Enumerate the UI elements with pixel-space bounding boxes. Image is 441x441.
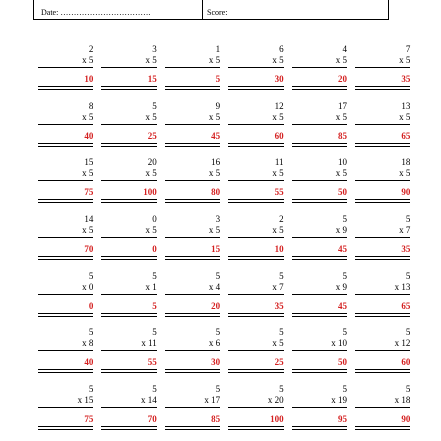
- answer-rule: [228, 67, 283, 68]
- problem-34: [228, 327, 291, 384]
- answer-rule: [228, 124, 283, 125]
- multiplicand: 5: [279, 384, 284, 395]
- underline-top: [355, 369, 410, 370]
- problem-18: [355, 157, 418, 214]
- multiplier: x 5: [145, 111, 157, 122]
- multiplier: x 10: [331, 338, 347, 349]
- answer: 70: [147, 414, 157, 425]
- answer: 45: [211, 130, 221, 141]
- answer: 20: [337, 74, 347, 84]
- date-label: Date: …………………………….: [41, 8, 151, 17]
- answer: 100: [143, 187, 157, 198]
- multiplicand: 7: [405, 44, 411, 54]
- underline-bottom: [38, 146, 93, 147]
- multiplier: x 11: [141, 338, 157, 349]
- underline-top: [228, 256, 283, 257]
- underline-top: [355, 199, 410, 200]
- multiplier: x 1: [145, 281, 157, 292]
- underline-top: [355, 313, 410, 314]
- answer-rule: [228, 350, 283, 351]
- problem-grid: [38, 44, 418, 441]
- multiplicand: 18: [401, 157, 411, 168]
- underline-bottom: [355, 316, 410, 317]
- multiplier: x 4: [208, 281, 221, 292]
- multiplicand: 14: [84, 214, 94, 225]
- multiplicand: 5: [342, 327, 347, 338]
- multiplicand: 13: [401, 100, 411, 111]
- answer-rule: [228, 407, 283, 408]
- multiplicand: 2: [279, 214, 284, 225]
- underline-top: [165, 369, 220, 370]
- multiplier: x 19: [331, 395, 347, 406]
- multiplier: x 17: [204, 395, 221, 406]
- underline-top: [38, 256, 93, 257]
- underline-top: [355, 256, 410, 257]
- problem-21: [165, 214, 228, 271]
- multiplicand: 5: [342, 270, 347, 281]
- multiplier: x 5: [208, 111, 221, 122]
- answer-rule: [101, 350, 156, 351]
- answer: 20: [211, 300, 221, 311]
- answer-rule: [355, 124, 410, 125]
- underline-bottom: [165, 259, 220, 260]
- answer: 60: [401, 357, 411, 368]
- answer-rule: [101, 237, 156, 238]
- underline-bottom: [38, 429, 93, 430]
- answer-rule: [292, 237, 347, 238]
- answer: 40: [84, 130, 94, 141]
- multiplicand: 5: [88, 327, 94, 338]
- problem-1: [38, 44, 101, 101]
- multiplicand: 5: [88, 384, 94, 395]
- multiplicand: 3: [215, 214, 221, 225]
- multiplier: x 8: [82, 338, 94, 349]
- problem-22: [228, 214, 291, 271]
- answer: 35: [401, 74, 411, 84]
- multiplier: x 15: [77, 395, 94, 406]
- multiplicand: 5: [152, 327, 157, 338]
- multiplicand: 5: [152, 270, 157, 281]
- answer-rule: [355, 180, 410, 181]
- underline-top: [165, 143, 220, 144]
- underline-bottom: [165, 89, 220, 90]
- underline-bottom: [165, 146, 220, 147]
- underline-bottom: [165, 429, 220, 430]
- answer-rule: [38, 237, 93, 238]
- problem-17: [292, 157, 355, 214]
- underline-bottom: [292, 372, 347, 373]
- problem-38: [101, 384, 164, 441]
- multiplicand: 5: [342, 214, 347, 225]
- problem-30: [355, 271, 418, 328]
- answer-rule: [165, 350, 220, 351]
- multiplicand: 5: [405, 327, 411, 338]
- answer-rule: [355, 294, 410, 295]
- answer: 0: [88, 300, 94, 311]
- answer: 50: [337, 187, 347, 198]
- multiplicand: 4: [342, 44, 347, 54]
- underline-top: [228, 369, 283, 370]
- multiplicand: 17: [337, 100, 347, 111]
- answer-rule: [101, 294, 156, 295]
- answer: 5: [152, 300, 157, 311]
- multiplier: x 5: [208, 168, 221, 179]
- multiplier: x 5: [272, 168, 284, 179]
- multiplicand: 2: [88, 44, 94, 54]
- problem-13: [38, 157, 101, 214]
- answer-rule: [101, 67, 156, 68]
- multiplier: x 5: [208, 55, 221, 65]
- multiplicand: 11: [274, 157, 284, 168]
- underline-top: [228, 143, 283, 144]
- answer-rule: [101, 124, 156, 125]
- underline-bottom: [165, 202, 220, 203]
- problem-3: [165, 44, 228, 101]
- multiplier: x 12: [394, 338, 411, 349]
- multiplicand: 5: [88, 270, 94, 281]
- underline-top: [101, 256, 156, 257]
- multiplier: x 5: [335, 168, 347, 179]
- multiplicand: 12: [274, 100, 284, 111]
- problem-26: [101, 271, 164, 328]
- underline-top: [101, 426, 156, 427]
- problem-42: [355, 384, 418, 441]
- underline-top: [165, 426, 220, 427]
- underline-top: [165, 313, 220, 314]
- answer-rule: [228, 294, 283, 295]
- multiplier: x 9: [335, 225, 347, 236]
- underline-top: [292, 86, 347, 87]
- problem-31: [38, 327, 101, 384]
- problem-8: [101, 101, 164, 158]
- underline-bottom: [101, 259, 156, 260]
- header-divider: [202, 0, 203, 19]
- answer: 50: [337, 357, 347, 368]
- underline-bottom: [292, 202, 347, 203]
- underline-bottom: [101, 89, 156, 90]
- answer: 80: [211, 187, 221, 198]
- underline-top: [165, 199, 220, 200]
- multiplicand: 5: [405, 384, 411, 395]
- underline-bottom: [355, 89, 410, 90]
- multiplier: x 5: [399, 111, 411, 122]
- underline-top: [101, 313, 156, 314]
- answer: 35: [274, 300, 284, 311]
- multiplier: x 5: [272, 338, 284, 349]
- multiplicand: 9: [215, 100, 221, 111]
- answer-rule: [292, 180, 347, 181]
- problem-14: [101, 157, 164, 214]
- answer: 90: [401, 187, 411, 198]
- answer-rule: [165, 294, 220, 295]
- multiplicand: 5: [152, 100, 157, 111]
- problem-5: [292, 44, 355, 101]
- answer: 85: [211, 414, 221, 425]
- answer: 100: [270, 414, 284, 425]
- underline-top: [101, 369, 156, 370]
- answer-rule: [38, 180, 93, 181]
- multiplier: x 13: [394, 281, 411, 292]
- problem-7: [38, 101, 101, 158]
- underline-bottom: [38, 259, 93, 260]
- multiplicand: 5: [342, 384, 347, 395]
- answer-rule: [228, 180, 283, 181]
- multiplicand: 5: [152, 384, 157, 395]
- underline-top: [38, 143, 93, 144]
- problem-16: [228, 157, 291, 214]
- multiplicand: 5: [279, 270, 284, 281]
- problem-36: [355, 327, 418, 384]
- underline-top: [292, 369, 347, 370]
- underline-bottom: [228, 146, 283, 147]
- answer: 25: [147, 130, 157, 141]
- multiplier: x 5: [272, 225, 284, 236]
- underline-bottom: [228, 202, 283, 203]
- multiplicand: 15: [84, 157, 94, 168]
- problem-20: [101, 214, 164, 271]
- answer: 30: [274, 74, 284, 84]
- answer-rule: [355, 237, 410, 238]
- answer: 60: [274, 130, 284, 141]
- underline-bottom: [292, 146, 347, 147]
- multiplier: x 18: [394, 395, 411, 406]
- answer: 55: [147, 357, 157, 368]
- underline-top: [38, 86, 93, 87]
- answer: 10: [274, 244, 284, 255]
- multiplicand: 5: [405, 214, 411, 225]
- underline-top: [355, 86, 410, 87]
- multiplicand: 5: [279, 327, 284, 338]
- answer: 15: [147, 74, 157, 84]
- underline-bottom: [292, 259, 347, 260]
- problem-35: [292, 327, 355, 384]
- answer-rule: [228, 237, 283, 238]
- answer-rule: [165, 124, 220, 125]
- underline-bottom: [228, 372, 283, 373]
- answer-rule: [355, 67, 410, 68]
- multiplier: x 5: [399, 55, 411, 65]
- underline-top: [355, 426, 410, 427]
- multiplicand: 5: [405, 270, 411, 281]
- answer-rule: [101, 407, 156, 408]
- answer: 0: [152, 244, 157, 255]
- underline-top: [165, 256, 220, 257]
- problem-2: [101, 44, 164, 101]
- problem-33: [165, 327, 228, 384]
- underline-bottom: [101, 316, 156, 317]
- problem-4: [228, 44, 291, 101]
- problem-29: [292, 271, 355, 328]
- multiplier: x 5: [82, 111, 94, 122]
- multiplier: x 5: [399, 168, 411, 179]
- answer-rule: [292, 124, 347, 125]
- multiplicand: 0: [152, 214, 157, 225]
- underline-top: [292, 199, 347, 200]
- problem-9: [165, 101, 228, 158]
- multiplier: x 5: [145, 168, 157, 179]
- answer-rule: [292, 350, 347, 351]
- problem-25: [38, 271, 101, 328]
- problem-6: [355, 44, 418, 101]
- underline-bottom: [101, 429, 156, 430]
- underline-top: [38, 369, 93, 370]
- answer: 75: [84, 187, 94, 198]
- underline-top: [228, 426, 283, 427]
- underline-bottom: [292, 429, 347, 430]
- answer: 30: [211, 357, 221, 368]
- answer: 95: [337, 414, 347, 425]
- underline-bottom: [228, 316, 283, 317]
- multiplicand: 20: [147, 157, 157, 168]
- answer-rule: [355, 407, 410, 408]
- underline-bottom: [38, 372, 93, 373]
- underline-top: [38, 426, 93, 427]
- multiplier: x 9: [335, 281, 347, 292]
- answer: 15: [211, 244, 221, 255]
- multiplier: x 5: [208, 225, 221, 236]
- underline-bottom: [38, 202, 93, 203]
- multiplicand: 6: [279, 44, 284, 54]
- underline-bottom: [38, 316, 93, 317]
- answer: 45: [337, 244, 347, 255]
- underline-top: [38, 199, 93, 200]
- underline-top: [228, 86, 283, 87]
- problem-41: [292, 384, 355, 441]
- problem-28: [228, 271, 291, 328]
- underline-bottom: [355, 146, 410, 147]
- answer: 35: [401, 244, 411, 255]
- answer-rule: [38, 407, 93, 408]
- underline-bottom: [228, 89, 283, 90]
- underline-bottom: [228, 429, 283, 430]
- problem-39: [165, 384, 228, 441]
- underline-top: [101, 143, 156, 144]
- header-box: [33, 0, 389, 20]
- problem-24: [355, 214, 418, 271]
- answer: 85: [337, 130, 347, 141]
- answer: 70: [84, 244, 94, 255]
- underline-bottom: [355, 202, 410, 203]
- multiplier: x 5: [82, 168, 94, 179]
- multiplier: x 5: [335, 111, 347, 122]
- answer-rule: [38, 124, 93, 125]
- underline-bottom: [292, 89, 347, 90]
- answer-rule: [292, 294, 347, 295]
- underline-top: [292, 426, 347, 427]
- multiplicand: 5: [215, 270, 221, 281]
- multiplier: x 5: [145, 55, 157, 65]
- multiplier: x 14: [141, 395, 157, 406]
- answer: 5: [215, 74, 221, 84]
- multiplier: x 5: [335, 55, 347, 65]
- answer: 55: [274, 187, 284, 198]
- answer-rule: [165, 237, 220, 238]
- multiplicand: 16: [211, 157, 221, 168]
- underline-bottom: [165, 372, 220, 373]
- answer-rule: [165, 180, 220, 181]
- multiplicand: 3: [152, 44, 157, 54]
- answer: 40: [84, 357, 94, 368]
- underline-bottom: [228, 259, 283, 260]
- multiplier: x 7: [399, 225, 411, 236]
- multiplier: x 7: [272, 281, 284, 292]
- answer-rule: [165, 67, 220, 68]
- underline-bottom: [355, 372, 410, 373]
- answer: 75: [84, 414, 94, 425]
- problem-11: [292, 101, 355, 158]
- answer-rule: [101, 180, 156, 181]
- underline-top: [292, 313, 347, 314]
- multiplicand: 5: [215, 384, 221, 395]
- multiplicand: 5: [215, 327, 221, 338]
- multiplier: x 0: [82, 281, 94, 292]
- answer-rule: [292, 67, 347, 68]
- underline-top: [292, 143, 347, 144]
- answer: 10: [84, 74, 94, 84]
- answer-rule: [38, 294, 93, 295]
- answer-rule: [165, 407, 220, 408]
- multiplier: x 5: [82, 225, 94, 236]
- underline-bottom: [165, 316, 220, 317]
- underline-top: [38, 313, 93, 314]
- underline-bottom: [355, 259, 410, 260]
- problem-10: [228, 101, 291, 158]
- answer: 45: [337, 300, 347, 311]
- answer-rule: [355, 350, 410, 351]
- underline-top: [101, 199, 156, 200]
- problem-12: [355, 101, 418, 158]
- answer: 90: [401, 414, 411, 425]
- problem-23: [292, 214, 355, 271]
- multiplicand: 10: [337, 157, 347, 168]
- problem-32: [101, 327, 164, 384]
- multiplier: x 5: [145, 225, 157, 236]
- answer-rule: [38, 350, 93, 351]
- answer: 25: [274, 357, 284, 368]
- answer: 65: [401, 300, 411, 311]
- answer-rule: [38, 67, 93, 68]
- multiplier: x 6: [208, 338, 221, 349]
- underline-top: [228, 313, 283, 314]
- underline-top: [355, 143, 410, 144]
- underline-bottom: [38, 89, 93, 90]
- answer: 65: [401, 130, 411, 141]
- underline-bottom: [101, 202, 156, 203]
- underline-top: [165, 86, 220, 87]
- score-label: Score:: [207, 8, 228, 17]
- answer-rule: [292, 407, 347, 408]
- problem-37: [38, 384, 101, 441]
- multiplicand: 8: [88, 100, 94, 111]
- problem-15: [165, 157, 228, 214]
- underline-bottom: [292, 316, 347, 317]
- multiplicand: 1: [215, 44, 221, 54]
- multiplier: x 5: [272, 111, 284, 122]
- underline-bottom: [101, 372, 156, 373]
- underline-top: [101, 86, 156, 87]
- underline-top: [228, 199, 283, 200]
- multiplier: x 5: [272, 55, 284, 65]
- multiplier: x 20: [267, 395, 284, 406]
- problem-19: [38, 214, 101, 271]
- underline-top: [292, 256, 347, 257]
- underline-bottom: [101, 146, 156, 147]
- problem-27: [165, 271, 228, 328]
- underline-bottom: [355, 429, 410, 430]
- multiplier: x 5: [82, 55, 94, 65]
- problem-40: [228, 384, 291, 441]
